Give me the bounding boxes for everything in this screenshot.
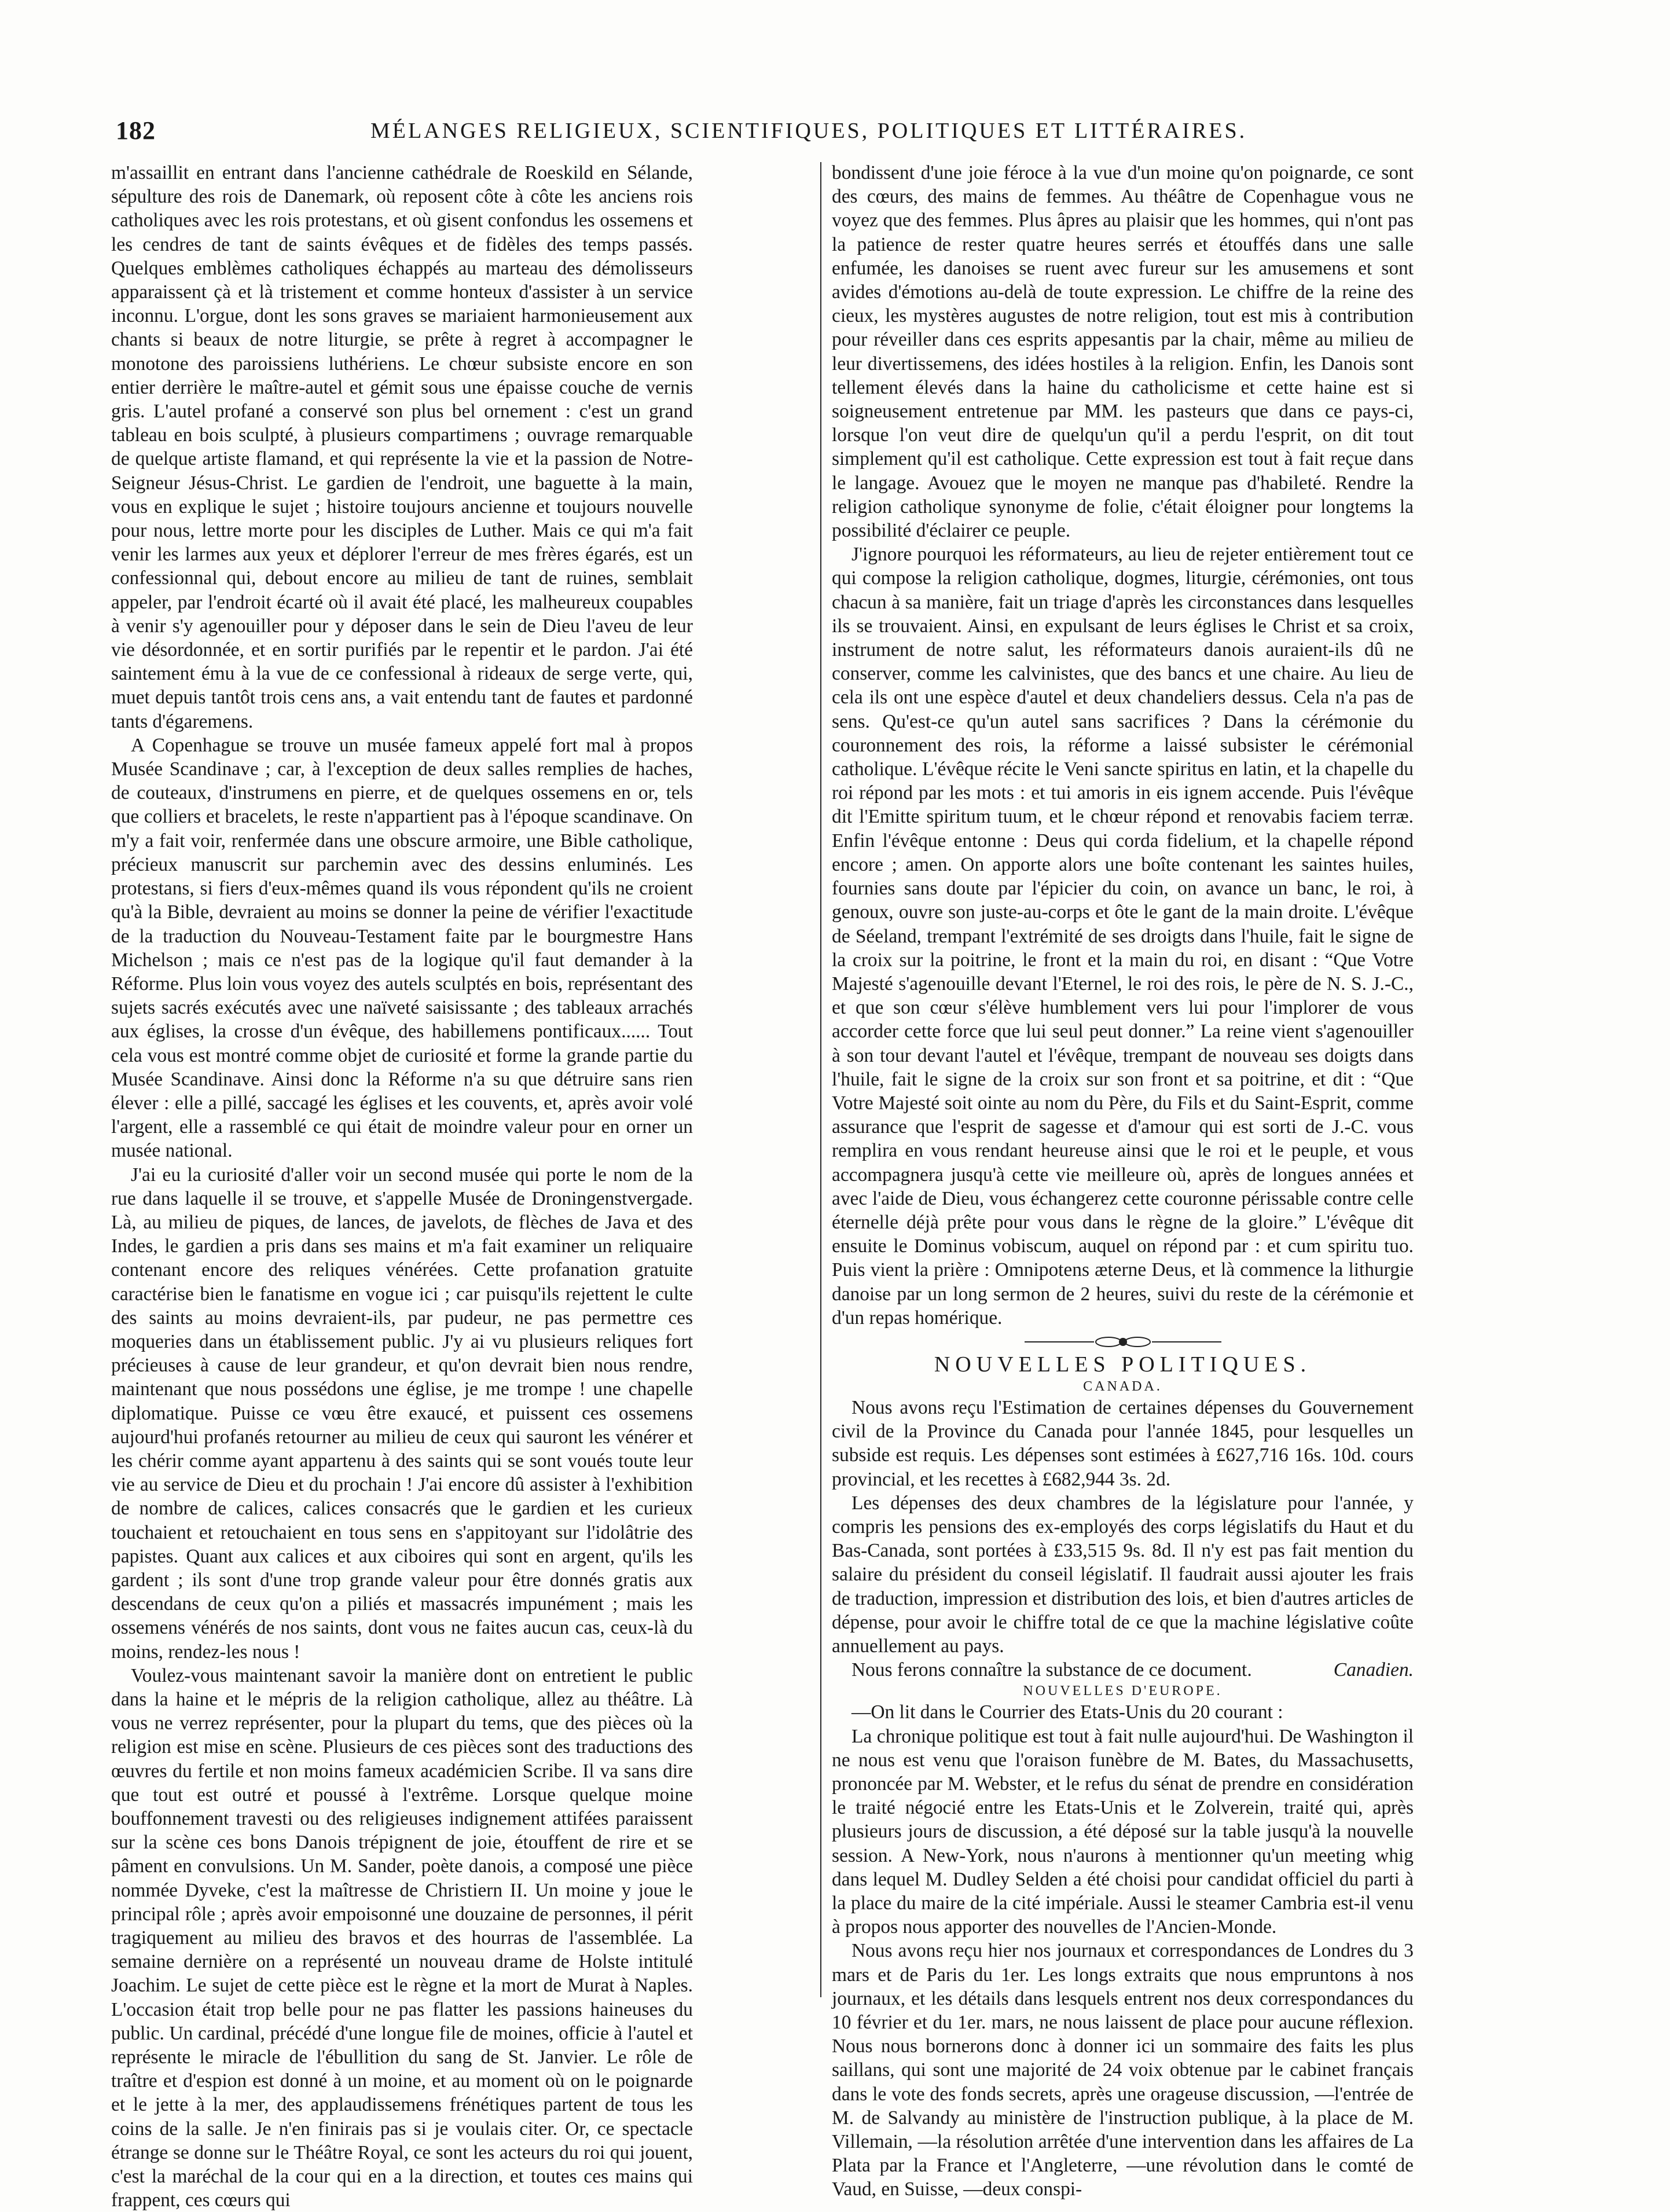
ornament-flourish-icon bbox=[1025, 1334, 1221, 1349]
closing-text: Nous ferons connaître la substance de ce document. bbox=[851, 1659, 1252, 1681]
running-title: MÉLANGES RELIGIEUX, SCIENTIFIQUES, POLITIQUES ET LITTÉRAIRES. bbox=[370, 119, 1247, 143]
page-number: 182 bbox=[116, 116, 156, 145]
article-paragraph: Les dépenses des deux chambres de la législature pour l'année, y compris les pensions des ex-employés des corps législatifs du Haut et du Bas-Canada, sont portées à £33,515 9s. 8d. Il n'y est pas fait mention du salaire du président du conseil législatif. Il faudrait aussi ajouter les frais de traduction, impression et distribution des lois, et bien d'autres articles de dépense, pour avoir le chiffre total de ce que la machine législative coûte annuellement au pays. bbox=[832, 1492, 1414, 1657]
column-divider bbox=[820, 162, 821, 1997]
article-paragraph: J'ai eu la curiosité d'aller voir un second musée qui porte le nom de la rue dans laquelle il se trouve, et s'appelle Musée de Droningenstvergade. Là, au milieu de piques, de lances, de javelots, de flèches de Java et des Indes, le gardien a pris dans ses mains et m'a fait examiner un reliquaire contenant encore des reliques vénérées. Cette profanation gratuite caractérise bien le fanatisme en vogue ici ; car puisqu'ils rejettent le culte des saints au moins devraient-ils, par pudeur, ne pas permettre ces moqueries dans un établissement public. J'y ai vu plusieurs reliques fort précieuses à cause de leur grandeur, et qu'on devrait bien nous rendre, maintenant que nous possédons une église, je me trompe ! une chapelle diplomatique. Puisse ce vœu être exaucé, et puissent ces ossemens aujourd'hui profanés retourner au milieu de ceux qui sauront les vénérer et les chérir comme ayant appartenu à des saints qui se sont voués toute leur vie au service de Dieu et du prochain ! J'ai encore dû assister à l'exhibition de nombre de calices, calices consacrés que le gardien et les curieux touchaient et retouchaient en tous sens en s'appitoyant sur l'idolâtrie des papistes. Quant aux calices et aux ciboires qui sont en argent, qu'ils les gardent ; ils sont d'une trop grande valeur pour être donnés gratis aux descendans de ceux qu'on a piliés et massacrés impunément ; mais les ossemens vénérés de nos saints, dont vous ne faites aucun cas, ceux-là du moins, rendez-les nous ! bbox=[111, 1164, 693, 1663]
right-column bbox=[832, 161, 1414, 2200]
page-header bbox=[116, 116, 1268, 156]
canada-heading: CANADA. bbox=[1083, 1378, 1162, 1394]
article-paragraph: La chronique politique est tout à fait nulle aujourd'hui. De Washington il ne nous est venu que l'oraison funèbre de M. Bates, du Massachusetts, prononcée par M. Webster, et le refus du sénat de prendre en considération le traité négocié entre les Etats-Unis et le Zolverein, traité qui, après plusieurs jours de discussion, a été déposé sur la table jusqu'à la nouvelle session. A New-York, nous n'aurons à mentionner qu'un meeting whig dans lequel M. Dudley Selden a été choisi pour candidat officiel du parti à la place du maire de la cité impériale. Aussi le steamer Cambria est-il venu à propos nous apporter des nouvelles de l'Ancien-Monde. bbox=[832, 1725, 1414, 1938]
closing-line bbox=[832, 1658, 1414, 1682]
article-paragraph: Nous avons reçu l'Estimation de certaines dépenses du Gouvernement civil de la Province du Canada pour l'année 1845, pour lesquelles un subside est requis. Les dépenses sont estimées à £627,716 16s. 10d. cours provincial, et les recettes à £682,944 3s. 2d. bbox=[832, 1396, 1414, 1490]
article-paragraph: Voulez-vous maintenant savoir la manière dont on entretient le public dans la haine et le mépris de la religion catholique, allez au théâtre. Là vous ne verrez représenter, pour la plupart du tems, que des pièces où la religion est mise en scène. Plusieurs de ces pièces sont des traductions des œuvres du fertile et non moins fameux académicien Scribe. Il va sans dire que tout est outré et poussé à l'extrême. Lorsque quelque moine bouffonnement travesti ou des religieuses indignement attifées paraissent sur la scène ces bons Danois trépignent de joie, étouffent de rire et se pâment en convulsions. Un M. Sander, poète danois, a composé une pièce nommée Dyveke, c'est la maîtresse de Christiern II. Un moine y joue le principal rôle ; après avoir empoisonné une douzaine de personnes, il périt tragiquement au milieu des bravos et des hourras de l'assemblée. La semaine dernière on a représenté un nouveau drame de Holste intitulé Joachim. Le sujet de cette pièce est le règne et la mort de Murat à Naples. L'occasion était trop belle pour ne pas flatter les passions haineuses du public. Un cardinal, précédé d'une longue file de moines, officie à l'autel et représente le miracle de l'ébullition du sang de St. Janvier. Le rôle de traître et d'espion est donné à un moine, et au moment où on le poignarde et le jette à la mer, des applaudissemens frénétiques partent de tous les coins de la salle. Je n'en finirais pas si je voulais citer. Or, ce spectacle étrange se donne sur le Théâtre Royal, ce sont les acteurs du roi qui jouent, c'est la maréchal de la cour qui en a la direction, et toutes ces mains qui frappent, ces cœurs qui bbox=[111, 1664, 693, 2211]
article-paragraph: J'ignore pourquoi les réformateurs, au lieu de rejeter entièrement tout ce qui compose la religion catholique, dogmes, liturgie, cérémonies, ont tous chacun à sa manière, fait un triage d'après les circonstances dans lesquelles ils se trouvaient. Ainsi, en expulsant de leurs églises le Christ et sa croix, instrument de notre salut, les réformateurs danois auraient-ils dû ne conserver, comme les calvinistes, que des bancs et une chaire. Au lieu de cela ils ont une espèce d'autel et deux chandeliers dessus. Cela n'a pas de sens. Qu'est-ce qu'un autel sans sacrifices ? Dans la cérémonie du couronnement des rois, la réforme a laissé subsister le cérémonial catholique. L'évêque récite le Veni sancte spiritus en latin, et la chapelle du roi répond par les mots : et tui amoris in eis ignem accende. Puis l'évêque dit l'Emitte spiritum tuum, et le chœur répond et renovabis faciem terræ. Enfin l'évêque entonne : Deus qui corda fidelium, et la chapelle répond encore ; amen. On apporte alors une boîte contenant les saintes huiles, fournies sans doute par l'épicier du coin, on avance un banc, le roi, à genoux, ouvre son juste-au-corps et ôte le gant de la main droite. L'évêque de Séeland, trempant l'extrémité de ses droigts dans l'huile, fait le signe de la croix sur la poitrine, le front et la main du roi, en disant : “Que Votre Majesté s'agenouille devant l'Eternel, le roi des rois, le père de N. S. J.-C., et que son cœur s'élève humblement vers lui pour l'implorer de vous accorder cette force que lui seul peut donner.” La reine vient s'agenouiller à son tour devant l'autel et l'évêque, trempant de nouveau ses doigts dans l'huile, fait le signe de la croix sur son front et sa poitrine, et dit : “Que Votre Majesté soit ointe au nom du Père, du Fils et du Saint-Esprit, comme assurance que l'esprit de sagesse et d'amour qui est sorti de J.-C. vous remplira en vous rendant heureuse ainsi que le roi et le peuple, et vous accompagnera jusqu'à cette vie meilleure où, après de longues années et avec l'aide de Dieu, vous échangerez cette couronne périssable contre celle éternelle déjà prête pour vous dans le règne de la gloire.” L'évêque dit ensuite le Dominus vobiscum, auquel on répond par : et cum spiritu tuo. Puis vient la prière : Omnipotens æterne Deus, et là commence la lithurgie danoise par un long sermon de 2 heures, suivi du reste de la cérémonie et d'un repas homérique. bbox=[832, 544, 1414, 1329]
section-title: NOUVELLES POLITIQUES. bbox=[934, 1352, 1312, 1377]
left-column bbox=[111, 161, 693, 2211]
article-paragraph: A Copenhague se trouve un musée fameux appelé fort mal à propos Musée Scandinave ; car, à l'exception de deux salles remplies de haches, de couteaux, d'instrumens en pierre, et de quelques ossemens en or, tels que colliers et bracelets, le reste n'appartient pas à l'époque scandinave. On m'y a fait voir, renfermée dans une obscure armoire, une Bible catholique, précieux manuscrit sur parchemin avec des dessins enluminés. Les protestans, si fiers d'eux-mêmes quand ils vous répondent qu'ils ne croient qu'à la Bible, devraient au moins se donner la peine de vérifier l'exactitude de la traduction du Nouveau-Testament faite par le bourgmestre Hans Michelson ; mais ce n'est pas de la logique qu'il faut demander à la Réforme. Plus loin vous voyez des autels sculptés en bois, représentant des sujets sacrés exécutés avec une naïveté saisissante ; des tableaux arrachés aux églises, la crosse d'un évêque, des habillemens pontificaux...... Tout cela vous est montré comme objet de curiosité et forme la grande partie du Musée Scandinave. Ainsi donc la Réforme n'a su que détruire sans rien élever : elle a pillé, saccagé les églises et les couvents, et, après avoir volé l'argent, elle a rassemblé ce qui était de moindre valeur pour en orner un musée national. bbox=[111, 734, 693, 1162]
article-paragraph: bondissent d'une joie féroce à la vue d'un moine qu'on poignarde, ce sont des cœurs, des mains de femmes. Au théâtre de Copenhague vous ne voyez que des femmes. Plus âpres au plaisir que les hommes, qui n'ont pas la patience de rester quatre heures serrés et étouffés dans une salle enfumée, les danoises se ruent avec fureur sur les amusemens et sont avides d'émotions au-delà de toute expression. Le chiffre de la reine des cieux, les mystères augustes de notre religion, tout est mis à contribution pour réveiller dans ces esprits appesantis par la chair, même au milieu de leur divertissemens, des idées hostiles à la religion. Enfin, les Danois sont tellement élevés dans la haine du catholicisme et cette haine est si soigneusement entretenue par MM. les pasteurs que dans ce pays-ci, lorsque l'on veut dire de quelqu'un qu'il a perdu l'esprit, on dit tout simplement qu'il est catholique. Cette expression est tout à fait reçue dans le langage. Avouez que le moyen ne manque pas d'habileté. Rendre la religion catholique synonyme de folie, c'était éloigner pour longtems la possibilité d'éclairer ce peuple. bbox=[832, 162, 1414, 542]
article-paragraph: Nous avons reçu hier nos journaux et correspondances de Londres du 3 mars et de Paris du 1er. Les longs extraits que nous empruntons à nos journaux, et les détails dans lesquels entrent nos deux correspondances du 10 février et du 1er. mars, ne nous laissent de place pour aucune réflexion. Nous nous bornerons donc à donner ici un sommaire des faits les plus saillans, qui sont une majorité de 24 voix obtenue par le cabinet français dans le vote des fonds secrets, après une orageuse discussion, —l'entrée de M. de Salvandy au ministère de l'instruction publique, à la place de M. Villemain, —la résolution arrêtée d'une intervention dans les affaires de La Plata par la France et l'Angleterre, —une révolution dans le comté de Vaud, en Suisse, —deux conspi- bbox=[832, 1940, 1414, 2200]
article-paragraph: —On lit dans le Courrier des Etats-Unis du 20 courant : bbox=[851, 1701, 1283, 1723]
article-paragraph: m'assaillit en entrant dans l'ancienne cathédrale de Roeskild en Sélande, sépulture des rois de Danemark, où reposent côte à côte les anciens rois catholiques avec les rois protestans, et où gisent confondus les ossemens et les cendres de tant de saints évêques et de fidèles des temps passés. Quelques emblèmes catholiques échappés au marteau des démolisseurs apparaissent çà et là tristement et comme honteux d'assister à un service inconnu. L'orgue, dont les sons graves se mariaient harmonieusement aux chants si beaux de notre liturgie, se prête à regret à accompagner le monotone des paroissiens luthériens. Le chœur subsiste encore en son entier derrière le maître-autel et gémit sous une épaisse couche de vernis gris. L'autel profané a conservé son plus bel ornement : c'est un grand tableau en bois sculpté, à plusieurs compartimens ; ouvrage remarquable de quelque artiste flamand, et qui représente la vie et la passion de Notre-Seigneur Jésus-Christ. Le gardien de l'endroit, une baguette à la main, vous en explique le sujet ; histoire toujours ancienne et toujours nouvelle pour nous, lettre morte pour les disciples de Luther. Mais ce qui m'a fait venir les larmes aux yeux et déplorer l'erreur de mes frères égarés, est un confessionnal qui, debout encore au milieu de tant de ruines, semblait appeler, par l'endroit écarté où il avait été placé, les malheureux coupables à venir s'y agenouiller pour y déposer dans le sein de Dieu l'aveu de leur vie désordonnée, et en sortir purifiés par le repentir et le pardon. J'ai été saintement ému à la vue de ce confessional à rideaux de serge verte, qui, muet depuis tantôt trois cens ans, a vait entendu tant de fautes et pardonné tants d'égaremens. bbox=[111, 162, 693, 732]
europe-heading: NOUVELLES D'EUROPE. bbox=[1023, 1683, 1223, 1699]
signature: Canadien. bbox=[1333, 1659, 1414, 1681]
ornamental-divider bbox=[832, 1332, 1414, 1352]
